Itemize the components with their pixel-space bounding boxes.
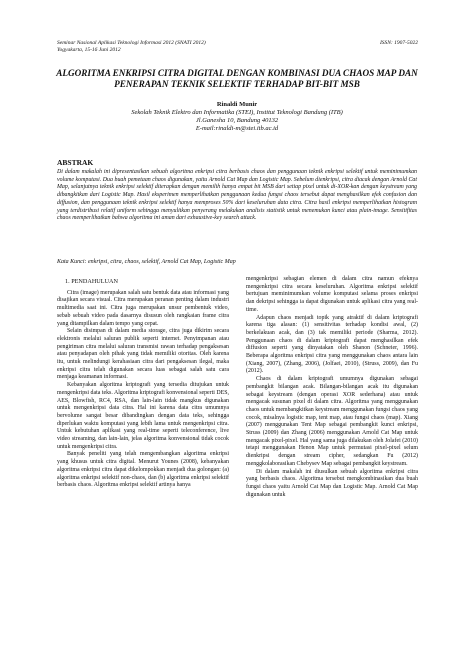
paper-title: ALGORITMA ENKRIPSI CITRA DIGITAL DENGAN KOMBINASI DUA CHAOS MAP DAN PENERAPAN TEKNIK SELEKTIF TERHADAP BIT-BIT MSB (56, 68, 418, 89)
header-issn: ISSN: 1907-5022 (379, 40, 418, 46)
header-location: Yogyakarta, 15-16 Juni 2012 (57, 47, 121, 53)
header-conference: Seminar Nasional Aplikasi Teknologi Informasi 2012 (SNATI 2012) (57, 40, 206, 46)
paragraph: Adapun chaos menjadi topik yang atraktif di dalam kriptografi karena tiga alasan: (1) sensitivitas terhadap kondisi awal, (2) berkelakuan acak, dan (3) tak memiliki periode (Sharma, 2012). Penggunaan chaos di dalam kriptografi dapat menghasilkan efek diffusion seperti yang dinyatakan oleh Shanon (Schneier, 1996). Beberapa algoritma enkripsi citra yang menggunakan chaos antara lain (Xiang, 2007), (Zhang, 2006), (Jolfaei, 2010), (Struss, 2009), dan Fu (2012). (246, 314, 418, 375)
paragraph: mengenkripsi sebagian elemen di dalam citra namun efeknya mengenkripsi citra secara keseluruhan. Algoritma enkripsi selektif bertujuan meminimumkan volume komputasi selama proses enkripsi dan dekripsi sehingga ia dapat digunakan untuk aplikasi citra yang real-time. (246, 276, 418, 313)
paragraph: Kebanyakan algoritma kriptografi yang tersedia ditujukan untuk mengenkripsi data teks. Algoritma kriptografi konvensional seperti DES, AES, Blowfish, RC4, RSA, dan lain-lain tidak mangkus digunakan untuk mengenkripsi data citra. Hal ini karena data citra umumnya bervolume sangat besar dibandingkan dengan data teks, sehingga diperlukan waktu komputasi yang lebih lama untuk mengenkripsi citra. Untuk kebutuhan aplikasi yang real-time seperti teleconference, live video streaming, dan lain-lain, jelas algoritma konvensional tidak cocok untuk mengenkripsi citra. (57, 382, 229, 450)
author-name: Rinaldi Munir (216, 101, 258, 108)
abstract-heading: ABSTRAK (57, 158, 94, 167)
author-email: E-mail:rinaldi-m@stei.itb.ac.id (195, 125, 279, 132)
right-column (246, 276, 418, 499)
keywords: Kata Kunci: enkripsi, citra, chaos, selektif, Arnold Cat Map, Logistic Map (57, 259, 236, 265)
left-column (57, 278, 229, 490)
paragraph: Di dalam makalah ini diusulkan sebuah algoritma enkripsi citra yang berbasis chaos. Algoritma tersebut mengkombinasikan dua buah fungsi chaos yaitu Arnold Cat Map dan Logistic Map. Arnold Cat Map digunakan untuk (246, 468, 418, 498)
author-affiliation: Sekolah Teknik Elektro dan Informatika (STEI), Institut Teknologi Bandung (ITB) (131, 109, 343, 116)
paragraph: Chaos di dalam kriptografi umumnya digunakan sebagai pembangkit bilangan acak. Bilangan-bilangan acak itu digunakan sebagai keystream (dengan operasi XOR sederhana) atau untuk mengacak susunan pixel di dalam citra. Algoritma yang menggunakan chaos untuk membangkitkan keystream menggunakan fungsi chaos yang cocok, misalnya logistic map, tent map, atau fungsi chaos (map). Xiang (2007) menggunakan Tent Map sebagai pembangkit kunci enkripsi, Struss (2009) dan Zhang (2006) menggunakan Arnold Cat Map untuk mengacak pixel-pixel. Hal yang sama juga dilakukan oleh Jolafei (2010) tetapi menggunakan Henon Map untuk permutasi pixel-pixel selum dienkripsi dengan stream cipher, sedangkan Fu (2012) menggkolaborasikan Chebysev Map sebagai pembangkit keystream. (246, 376, 418, 467)
section-heading: 1. PENDAHULUAN (65, 278, 118, 285)
paragraph: Banyak peneliti yang telah mengembangkan algoritma enkripsi yang khusus untuk citra digital. Menurut Younes (2008), kebanyakan algoritma enkripsi citra dapat dikelompokkan menjadi dua golongan: (a) algoritma enkripsi selektif non-chaos, dan (b) algoritma enkripsi selektif berbasis chaos. Algoritma enkripsi selektif artinya hanya (57, 451, 229, 489)
running-header (57, 40, 418, 54)
author-block (0, 101, 474, 133)
paragraph: Citra (image) merupakan salah satu bentuk data atau informasi yang disajikan secara visual. Citra merupakan peranan penting dalam industri multimedia saat ini. Citra juga merupakan unsur pembentuk video, sebab sebuah video pada dasarnya disusun oleh rangkaian frame citra yang ditampilkan dalam tempo yang cepat. (57, 289, 229, 327)
abstract-text: Di dalam makalah ini dipresentasikan sebuah algoritma enkripsi citra berbasis chaos dan penggunaan teknik enkripsi selektif untuk meminimumkan volume komputasi. Dua buah pemetaan chaos digunakan, yaitu Arnold Cat Map dan Logistic Map. Sebelum dienkripsi, citra diacak dengan Arnold Cat Map, selanjutnya teknik enkripsi selektif diterapkan dengan memilih hanya empat bit MSB dari setiap pixel untuk di-XOR-kan dengan keystream yang dibangkitkan dari Logistic Map. Hasil eksperimen memperlihatkan penggunaan kedua fungsi chaos tersebut dapat menghasilkan efek confusion dan diffusion, dan penggunaan teknik enkripsi selektif hanya memproses 50% dari keseluruhan data citra. Citra hasil enkripsi memperlihatkan histogram yang terdistribusi relatif uniform sehingga menyulitkan penyerang melakukan analisis statistik untuk menemukan kunci atau plain-image. Sensitifitas chaos memperlihatkan bahwa algoritma ini aman dari exhaustive-key search attack. (57, 169, 417, 222)
paragraph: Selain disimpan di dalam media storage, citra juga dikirim secara elektronis melalui saluran publik seperti internet. Penyimpanan atau pengiriman citra melalui saluran transmisi rawan terhadap pengaksesan atau penyadapan oleh pihak yang tidak memiliki otoritas. Oleh karena itu, untuk melindungi kerahasiaan citra dari pengaksesan ilegal, maka enkripsi citra telah digunakan secara luas sebagai salah satu cara menjaga keamanan informasi. (57, 328, 229, 381)
author-address: Jl.Ganesha 10, Bandung 40132 (195, 117, 279, 124)
